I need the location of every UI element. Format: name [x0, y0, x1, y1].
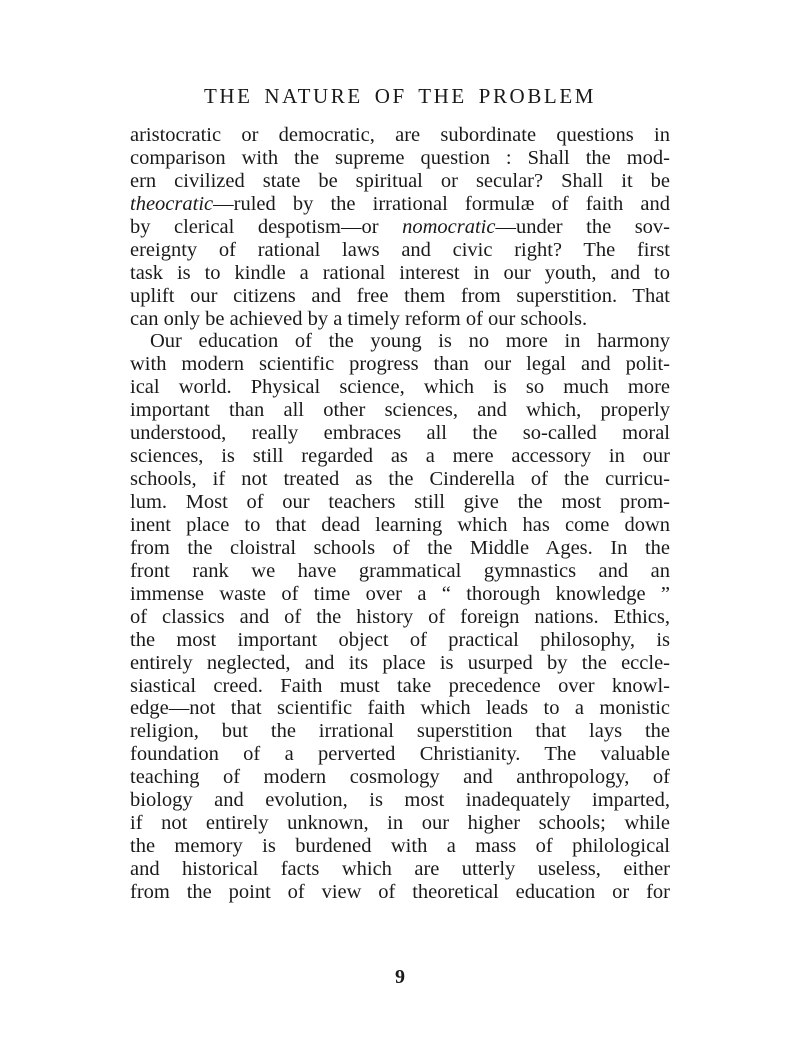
text-line: important than all other sciences, and which, properly: [130, 399, 670, 422]
text-line: lum. Most of our teachers still give the most prom-: [130, 491, 670, 513]
text-line: from the point of view of theoretical education or for: [130, 880, 670, 903]
paragraph-end-line: can only be achieved by a timely reform of our schools.: [130, 307, 588, 330]
text-line: understood, really embraces all the so-called moral: [130, 422, 670, 445]
text-line: ical world. Physical science, which is so much more: [130, 376, 670, 399]
text-line: ern civilized state be spiritual or secular? Shall it be: [130, 169, 670, 192]
text-line: immense waste of time over a “ thorough knowledge ”: [130, 582, 670, 605]
text-line: edge—not that scientific faith which leads to a monistic: [130, 697, 670, 720]
text-line: aristocratic or democratic, are subordinate questions in: [130, 124, 670, 146]
text-line: schools, if not treated as the Cinderella of the curricu-: [130, 468, 670, 491]
text-line: front rank we have grammatical gymnastics and an: [130, 559, 670, 582]
text-line: uplift our citizens and free them from superstition. That: [130, 284, 670, 307]
text-line: siastical creed. Faith must take precedence over knowl-: [130, 674, 670, 697]
italic-term: theocratic: [130, 192, 214, 215]
text-line: religion, but the irrational superstition that lays the: [130, 720, 670, 743]
text-line: [130, 216, 670, 239]
text-line: the most important object of practical philosophy, is: [130, 628, 670, 651]
text-line: from the cloistral schools of the Middle Ages. In the: [130, 536, 670, 559]
text-line: [130, 193, 670, 216]
text-line: the memory is burdened with a mass of philological: [130, 835, 670, 858]
running-head: THE NATURE OF THE PROBLEM: [203, 84, 597, 108]
text-line: foundation of a perverted Christianity. The valuable: [130, 743, 670, 766]
text-line: of classics and of the history of foreign nations. Ethics,: [130, 605, 670, 628]
text-line: ereignty of rational laws and civic right? The first: [130, 238, 670, 261]
text-line: sciences, is still regarded as a mere accessory in our: [130, 445, 670, 468]
text-line: if not entirely unknown, in our higher schools; while: [130, 812, 670, 835]
paragraph-start-line: Our education of the young is no more in harmony: [150, 330, 670, 353]
text-segment: by clerical despotism—or: [130, 215, 403, 238]
text-line: teaching of modern cosmology and anthropology, of: [130, 766, 670, 789]
page-number: 9: [395, 966, 405, 988]
text-line: inent place to that dead learning which has come down: [130, 513, 670, 536]
text-line: comparison with the supreme question : Shall the mod-: [130, 146, 670, 169]
text-line: task is to kindle a rational interest in our youth, and to: [130, 261, 670, 284]
text-line: biology and evolution, is most inadequately imparted,: [130, 789, 670, 812]
text-segment: —ruled by the irrational formulæ of faith and: [213, 192, 670, 215]
text-segment: —under the sov-: [495, 215, 671, 238]
body-text: [130, 124, 670, 904]
text-line: entirely neglected, and its place is usurped by the eccle-: [130, 651, 670, 674]
text-line: with modern scientific progress than our legal and polit-: [130, 353, 670, 376]
italic-term: nomocratic: [402, 215, 496, 238]
text-line: and historical facts which are utterly useless, either: [130, 858, 670, 880]
